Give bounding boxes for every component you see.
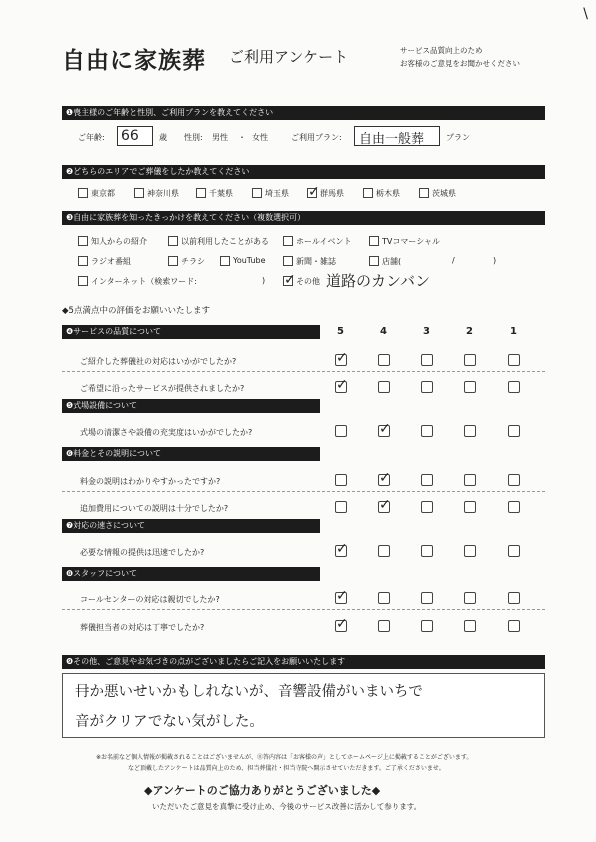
rating-checkbox-4[interactable]	[378, 592, 390, 604]
source-checkbox-flyer[interactable]	[168, 256, 178, 266]
row-divider	[62, 609, 545, 610]
check-mark: ✓	[336, 541, 348, 557]
check-mark: ✓	[336, 588, 348, 604]
rating-checkbox-4[interactable]	[378, 381, 390, 393]
q1-header: ❶喪主様のご年齢と性別、ご利用プランを教えてください	[62, 106, 545, 120]
privacy-note-1: ※お名前など個人情報が掲載されることはございませんが、⑪答内容は「お客様の声」としてホームページ上に掲載することがございます。	[96, 754, 473, 761]
rating-checkbox-5[interactable]	[335, 616, 348, 632]
check-mark: ✓	[379, 497, 391, 513]
rating-checkbox-1[interactable]	[508, 381, 520, 393]
check-mark: ✓	[336, 350, 348, 366]
source-checkbox-newspaper[interactable]	[283, 256, 293, 266]
source-label: YouTube	[233, 256, 266, 265]
comment-line-2: 音がクリアでない気がした。	[75, 714, 264, 730]
age-value: 66	[121, 128, 139, 144]
rating-question: ご希望に沿ったサービスが提供されましたか?	[80, 384, 245, 393]
area-checkbox-tochigi[interactable]	[363, 188, 373, 198]
rating-question: ご紹介した葬儀社の対応はいかがでしたか?	[80, 357, 237, 366]
rating-checkbox-2[interactable]	[464, 592, 476, 604]
rating-checkbox-5[interactable]	[335, 350, 348, 366]
rating-checkbox-2[interactable]	[464, 354, 476, 366]
area-checkbox-gunma[interactable]	[307, 184, 320, 200]
area-label: 栃木県	[376, 189, 400, 198]
source-checkbox-internet[interactable]	[78, 276, 88, 286]
rating-checkbox-4[interactable]	[378, 620, 390, 632]
check-mark: ✓	[308, 184, 320, 200]
rating-section-header: ❺式場設備について	[62, 399, 320, 413]
check-mark: ✓	[284, 272, 296, 288]
rating-question: 追加費用についての説明は十分でしたか?	[80, 504, 229, 513]
closing-message: いただいたご意見を真摯に受け止め、今後のサービス改善に活かして参ります。	[152, 802, 422, 811]
area-checkbox-chiba[interactable]	[196, 188, 206, 198]
tagline-2: お客様のご意見をお聞かせください	[400, 59, 520, 68]
privacy-note-2: など頂戴したアンケートは品質向上のため、担当葬儀社・担当寺院へ開示させていただきます。ご了承くださいませ。	[128, 765, 445, 772]
area-checkbox-ibaraki[interactable]	[419, 188, 429, 198]
scale-header: 5	[337, 326, 344, 337]
source-checkbox-tv[interactable]	[369, 236, 379, 246]
source-label: 以前利用したことがある	[181, 237, 269, 246]
rating-question: コールセンターの対応は親切でしたか?	[80, 595, 220, 604]
source-label: ホールイベント	[296, 237, 352, 246]
rating-checkbox-1[interactable]	[508, 501, 520, 513]
rating-checkbox-4[interactable]	[378, 354, 390, 366]
area-label: 茨城県	[432, 189, 456, 198]
corner-mark: \	[583, 6, 588, 22]
rating-checkbox-3[interactable]	[421, 354, 433, 366]
rating-question: 必要な情報の提供は迅速でしたか?	[80, 548, 205, 557]
rating-checkbox-5[interactable]	[335, 377, 348, 393]
source-checkbox-store[interactable]	[369, 256, 379, 266]
scale-header: 1	[510, 326, 517, 337]
source-label: インターネット（検索ワード:	[91, 277, 197, 286]
rating-section-header: ❻料金とその説明について	[62, 447, 320, 461]
rating-checkbox-1[interactable]	[508, 425, 520, 437]
area-checkbox-saitama[interactable]	[252, 188, 262, 198]
age-unit: 歳	[159, 133, 167, 142]
rating-checkbox-4[interactable]	[378, 421, 391, 437]
area-checkbox-kanagawa[interactable]	[134, 188, 144, 198]
scale-header: 2	[466, 326, 473, 337]
rating-checkbox-4[interactable]	[378, 545, 390, 557]
plan-label: ご利用プラン:	[291, 133, 342, 142]
area-label: 埼玉県	[265, 189, 289, 198]
source-label: TVコマーシャル	[382, 237, 441, 246]
rating-checkbox-5[interactable]	[335, 425, 347, 437]
check-mark: ✓	[336, 377, 348, 393]
source-label: その他	[296, 277, 320, 286]
rating-question: 料金の説明はわかりやすかったですか?	[80, 477, 221, 486]
internet-close: )	[262, 276, 266, 285]
area-label: 東京都	[91, 189, 115, 198]
q2-header: ❷どちらのエリアでご葬儀をしたか教えてください	[62, 165, 545, 179]
age-field[interactable]	[117, 126, 153, 146]
rating-checkbox-4[interactable]	[378, 470, 391, 486]
rating-question: 式場の清潔さや設備の充実度はいかがでしたか?	[80, 428, 253, 437]
rating-checkbox-3[interactable]	[421, 474, 433, 486]
scale-header: 4	[380, 326, 387, 337]
rating-checkbox-3[interactable]	[421, 545, 433, 557]
source-checkbox-referral[interactable]	[78, 236, 88, 246]
rating-checkbox-3[interactable]	[421, 592, 433, 604]
q9-header: ❾その他、ご意見やお気づきの点がございましたらご記入をお願いいたします	[62, 655, 545, 669]
gender-male[interactable]: 男性	[212, 133, 228, 142]
rating-checkbox-5[interactable]	[335, 588, 348, 604]
rating-checkbox-1[interactable]	[508, 620, 520, 632]
source-label: 知人からの紹介	[91, 237, 147, 246]
rating-checkbox-2[interactable]	[464, 381, 476, 393]
rating-checkbox-5[interactable]	[335, 541, 348, 557]
plan-unit: プラン	[446, 133, 470, 142]
store-close: )	[493, 256, 497, 265]
source-label: ラジオ番組	[91, 257, 131, 266]
rating-checkbox-2[interactable]	[464, 474, 476, 486]
rating-section-header: ❽スタッフについて	[62, 567, 320, 581]
thanks-message: ◆アンケートのご協力ありがとうございました◆	[144, 784, 381, 797]
area-label: 千葉県	[209, 189, 233, 198]
source-label: チラシ	[181, 257, 205, 266]
gender-female[interactable]: 女性	[252, 133, 268, 142]
source-checkbox-hall-event[interactable]	[283, 236, 293, 246]
age-label: ご年齢:	[78, 133, 105, 142]
area-label: 神奈川県	[147, 189, 179, 198]
store-separator: /	[452, 256, 455, 265]
plan-value: 自由一般葬	[359, 132, 425, 147]
rating-checkbox-2[interactable]	[464, 501, 476, 513]
rating-intro: ◆5点満点中の評価をお願いいたします	[62, 306, 210, 316]
brand-logo: 自由に家族葬	[62, 48, 206, 74]
source-checkbox-repeat[interactable]	[168, 236, 178, 246]
rating-checkbox-1[interactable]	[508, 592, 520, 604]
source-label: 店舗(	[382, 257, 402, 266]
source-checkbox-other[interactable]	[283, 272, 296, 288]
check-mark: ✓	[379, 421, 391, 437]
rating-checkbox-3[interactable]	[421, 425, 433, 437]
source-checkbox-radio[interactable]	[78, 256, 88, 266]
q3-header: ❸自由に家族葬を知ったきっかけを教えてください（複数選択可）	[62, 211, 545, 225]
rating-checkbox-1[interactable]	[508, 354, 520, 366]
check-mark: ✓	[379, 470, 391, 486]
rating-question: 葬儀担当者の対応は丁寧でしたか?	[80, 623, 205, 632]
gender-label: 性別:	[184, 133, 203, 142]
rating-checkbox-5[interactable]	[335, 501, 347, 513]
rating-checkbox-2[interactable]	[464, 425, 476, 437]
gender-dot: ・	[238, 133, 246, 142]
rating-checkbox-5[interactable]	[335, 474, 347, 486]
source-label: 新聞・雑誌	[296, 257, 336, 266]
survey-title: ご利用アンケート	[229, 48, 349, 66]
row-divider	[62, 371, 545, 372]
comment-box[interactable]	[62, 673, 545, 738]
rating-section-header: ❼対応の速さについて	[62, 519, 320, 533]
rating-checkbox-1[interactable]	[508, 474, 520, 486]
rating-checkbox-2[interactable]	[464, 545, 476, 557]
source-checkbox-youtube[interactable]	[220, 256, 230, 266]
rating-checkbox-3[interactable]	[421, 501, 433, 513]
check-mark: ✓	[336, 616, 348, 632]
tagline-1: サービス品質向上のため	[400, 46, 483, 55]
rating-checkbox-2[interactable]	[464, 620, 476, 632]
area-checkbox-tokyo[interactable]	[78, 188, 88, 198]
other-value: 道路のカンバン	[326, 272, 430, 290]
area-label: 群馬県	[320, 189, 344, 198]
rating-checkbox-3[interactable]	[421, 620, 433, 632]
row-divider	[62, 491, 545, 492]
rating-checkbox-1[interactable]	[508, 545, 520, 557]
scale-header: 3	[423, 326, 430, 337]
rating-section-header: ❹サービスの品質について	[62, 325, 320, 339]
plan-field[interactable]	[354, 126, 440, 146]
rating-checkbox-3[interactable]	[421, 381, 433, 393]
rating-checkbox-4[interactable]	[378, 497, 391, 513]
comment-line-1: 冄か悪いせいかもしれないが、音響設備がいまいちで	[75, 684, 423, 700]
